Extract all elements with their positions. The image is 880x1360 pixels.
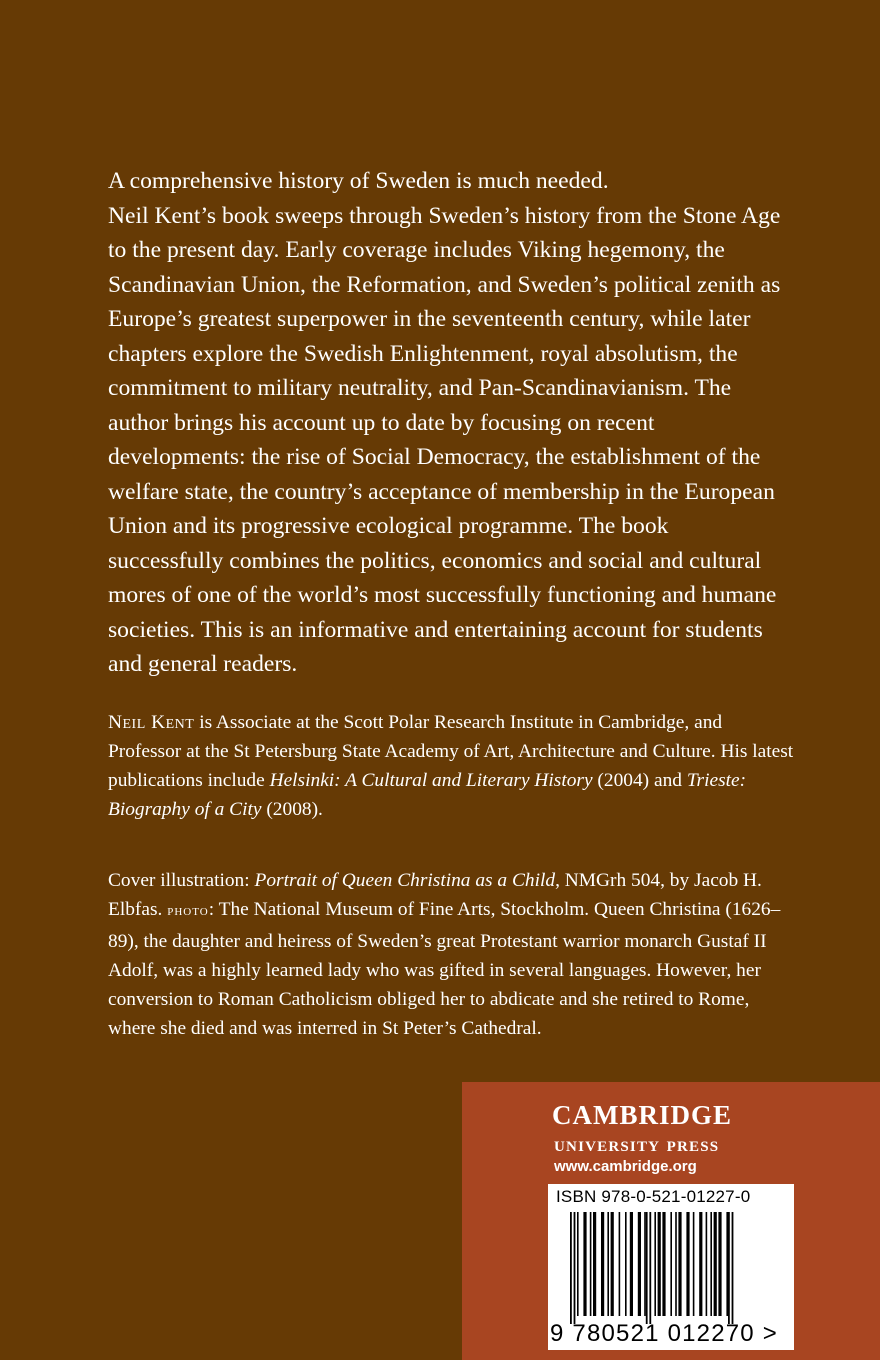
publisher-name: cambridge <box>552 1091 733 1133</box>
publisher-box <box>462 1082 880 1360</box>
photo-label: photo <box>167 903 209 920</box>
blurb <box>108 164 788 682</box>
publication-title: Trieste: Biography of a City <box>108 770 747 820</box>
cover-caption <box>108 866 798 1044</box>
author-bio-text: Neil Kent is Associate at the Scott Polar Research Institute in Cambridge, and Professor at the St Petersburg State Academy of Art, Architecture and Culture. His latest publications include Helsinki: A Cultural and Literary History (2004) and Trieste: Biography of a City (2008). <box>108 712 794 820</box>
publisher-subtitle: university press <box>554 1132 720 1156</box>
publication-title: Helsinki: A Cultural and Literary History <box>269 770 593 791</box>
isbn-label: ISBN 978-0-521-01227-0 <box>556 1187 751 1206</box>
barcode-box <box>548 1184 794 1350</box>
cover-caption-text: Cover illustration: Portrait of Queen Christina as a Child, NMGrh 504, by Jacob H. Elbfas. photo: The National Museum of Fine Arts, Stockholm. Queen Christina (1626–89), the daughter and heiress of Sweden’s great Protestant warrior monarch Gustaf II Adolf, was a highly learned lady who was gifted in several languages. However, her conversion to Roman Catholicism obliged her to abdicate and she retired to Rome, where she died and was interred in St Peter’s Cathedral. <box>108 870 781 1040</box>
blurb-body: Neil Kent’s book sweeps through Sweden’s history from the Stone Age to the present day. Early coverage includes Viking hegemony, the Scandinavian Union, the Reformation, and Sweden’s political zenith as Europe’s greatest superpower in the seventeenth century, while later chapters explore the Swedish Enlightenment, royal absolutism, the commitment to military neutrality, and Pan-Scandinavianism. The author brings his account up to date by focusing on recent developments: the rise of Social Democracy, the establishment of the welfare state, the country’s acceptance of membership in the European Union and its progressive ecological programme. The book successfully combines the politics, economics and social and cultural mores of one of the world’s most successfully functioning and humane societies. This is an informative and entertaining account for students and general readers. <box>108 202 781 677</box>
publisher-url: www.cambridge.org <box>554 1158 697 1175</box>
artwork-title: Portrait of Queen Christina as a Child <box>254 870 556 891</box>
barcode-digits: 9 780521 012270 > <box>550 1320 778 1347</box>
barcode-icon <box>558 1212 784 1324</box>
author-bio <box>108 708 798 824</box>
blurb-first-line: A comprehensive history of Sweden is much needed. <box>108 168 609 194</box>
author-name: Neil Kent <box>108 712 195 733</box>
